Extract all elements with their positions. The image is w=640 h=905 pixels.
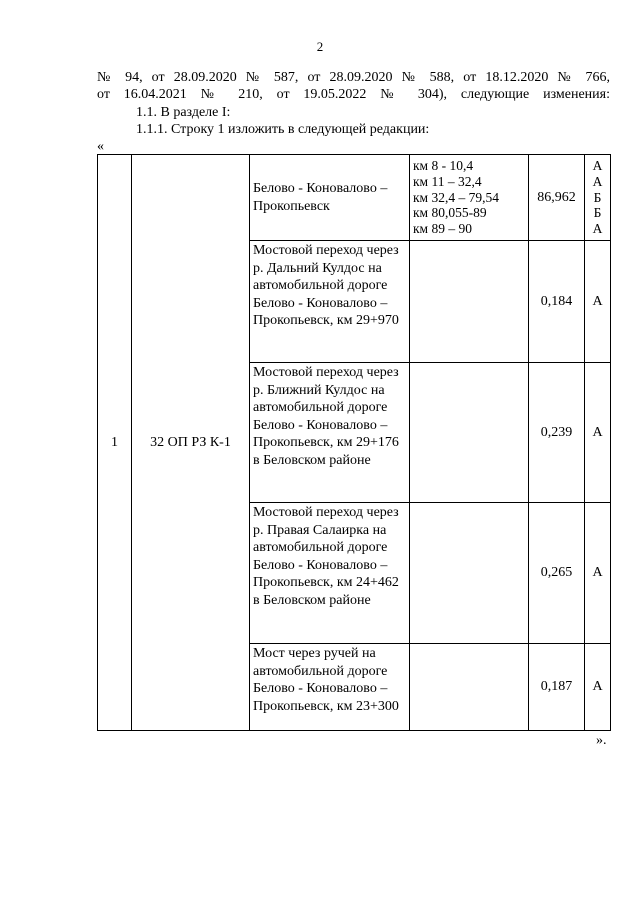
km-range: км 80,055-89 bbox=[413, 205, 487, 221]
km-range: км 11 – 32,4 bbox=[413, 173, 482, 189]
km-range: км 89 – 90 bbox=[413, 221, 472, 237]
intro-line-2: от 16.04.2021 № 210, от 19.05.2022 № 304), следующие изменения: bbox=[97, 87, 610, 102]
category-cell: А bbox=[585, 644, 611, 731]
table-row bbox=[98, 155, 611, 241]
length-cell: 0,184 bbox=[529, 241, 585, 363]
road-name-cell: Мостовой переход через р. Ближний Кулдос на автомобильной дороге Белово - Коновалово – Прокопьевск, км 29+176 в Беловском районе bbox=[250, 363, 410, 503]
row-number-cell: 1 bbox=[98, 155, 132, 731]
length-cell: 0,239 bbox=[529, 363, 585, 503]
category-cell: А bbox=[585, 363, 611, 503]
category-cell: А bbox=[585, 503, 611, 644]
category-value: А bbox=[592, 221, 603, 237]
intro-line-1: № 94, от 28.09.2020 № 587, от 28.09.2020 № 588, от 18.12.2020 № 766, bbox=[97, 70, 610, 85]
road-name-cell: Мостовой переход через р. Дальний Кулдос на автомобильной дороге Белово - Коновалово – Прокопьевск, км 29+970 bbox=[250, 241, 410, 363]
road-id-cell: 32 ОП РЗ К-1 bbox=[132, 155, 250, 731]
category-value: Б bbox=[593, 205, 602, 221]
km-range: км 8 - 10,4 bbox=[413, 158, 474, 173]
road-table bbox=[97, 154, 611, 731]
page-number: 2 bbox=[316, 39, 324, 54]
km-range-cell bbox=[410, 503, 529, 644]
road-name-cell: Мостовой переход через р. Правая Салаирка на автомобильной дороге Белово - Коновалово – Прокопьевск, км 24+462 в Беловском районе bbox=[250, 503, 410, 644]
opening-quote: « bbox=[97, 139, 104, 154]
category-cell bbox=[585, 155, 611, 241]
category-value: А bbox=[592, 158, 603, 173]
intro-line-4: 1.1.1. Строку 1 изложить в следующей редакции: bbox=[136, 122, 430, 137]
km-range-cell bbox=[410, 155, 529, 241]
length-cell: 0,187 bbox=[529, 644, 585, 731]
km-range: км 32,4 – 79,54 bbox=[413, 189, 499, 205]
length-cell: 0,265 bbox=[529, 503, 585, 644]
length-cell: 86,962 bbox=[529, 155, 585, 241]
category-cell: А bbox=[585, 241, 611, 363]
road-name-cell: Мост через ручей на автомобильной дороге Белово - Коновалово – Прокопьевск, км 23+300 bbox=[250, 644, 410, 731]
km-range-cell bbox=[410, 644, 529, 731]
category-value: А bbox=[592, 173, 603, 189]
intro-line-3: 1.1. В разделе I: bbox=[136, 105, 231, 120]
road-name-cell: Белово - Коновалово – Прокопьевск bbox=[250, 155, 410, 241]
km-range-cell bbox=[410, 241, 529, 363]
category-value: Б bbox=[593, 189, 602, 205]
closing-quote: ». bbox=[596, 733, 607, 748]
km-range-cell bbox=[410, 363, 529, 503]
